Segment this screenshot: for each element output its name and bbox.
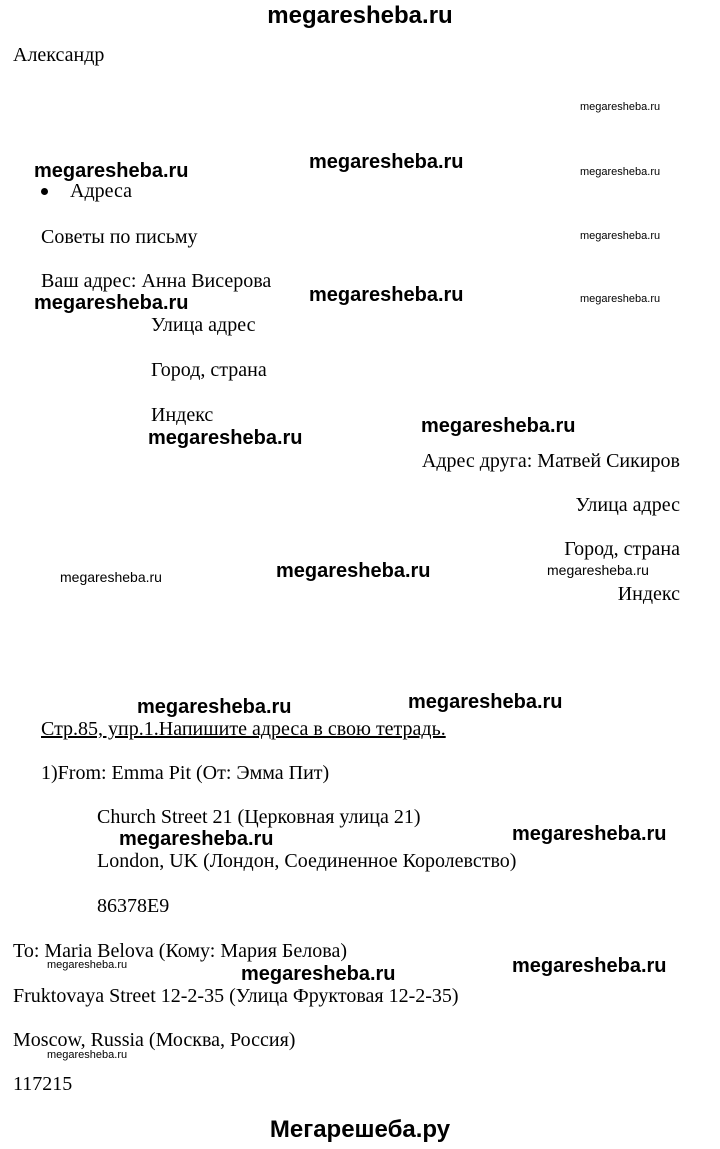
watermark: megaresheba.ru — [512, 955, 667, 977]
from-city: London, UK (Лондон, Соединенное Королевство) — [97, 850, 517, 872]
watermark: megaresheba.ru — [547, 562, 649, 578]
watermark: megaresheba.ru — [47, 1049, 128, 1061]
watermark: megaresheba.ru — [580, 166, 661, 178]
footer-watermark: Мегарешеба.ру — [269, 1116, 451, 1143]
watermark: megaresheba.ru — [512, 823, 667, 845]
author-name: Александр — [13, 44, 105, 66]
header-watermark: megaresheba.ru — [267, 2, 453, 29]
advice-heading: Советы по письму — [41, 226, 198, 248]
bullet-item-label: Адреса — [70, 180, 132, 202]
watermark: megaresheba.ru — [580, 230, 661, 242]
watermark: megaresheba.ru — [34, 292, 189, 314]
watermark: megaresheba.ru — [309, 151, 464, 173]
bullet-icon — [41, 188, 48, 195]
watermark: megaresheba.ru — [148, 427, 303, 449]
from-name: 1)From: Emma Pit (От: Эмма Пит) — [41, 762, 330, 784]
from-street: Church Street 21 (Церковная улица 21) — [97, 806, 421, 828]
watermark: megaresheba.ru — [421, 415, 576, 437]
watermark: megaresheba.ru — [60, 569, 162, 585]
exercise-title: Стр.85, упр.1.Напишите адреса в свою тетрадь. — [41, 718, 446, 740]
friend-address-street: Улица адрес — [575, 494, 680, 516]
watermark: megaresheba.ru — [580, 293, 661, 305]
your-address-city: Город, страна — [151, 359, 267, 381]
watermark: megaresheba.ru — [309, 284, 464, 306]
friend-address-name: Адрес друга: Матвей Сикиров — [421, 450, 680, 472]
your-address-street: Улица адрес — [151, 314, 256, 336]
friend-address-index: Индекс — [617, 583, 680, 605]
watermark: megaresheba.ru — [276, 560, 431, 582]
watermark: megaresheba.ru — [241, 963, 396, 985]
watermark: megaresheba.ru — [137, 696, 292, 718]
your-address-name: Ваш адрес: Анна Висерова — [41, 270, 272, 292]
watermark: megaresheba.ru — [580, 101, 661, 113]
to-city: Moscow, Russia (Москва, Россия) — [13, 1029, 296, 1051]
to-name: To: Maria Belova (Кому: Мария Белова) — [13, 940, 347, 962]
to-index: 117215 — [13, 1073, 73, 1095]
watermark: megaresheba.ru — [47, 959, 128, 971]
watermark: megaresheba.ru — [119, 828, 274, 850]
your-address-index: Индекс — [151, 404, 214, 426]
watermark: megaresheba.ru — [34, 160, 189, 182]
watermark: megaresheba.ru — [408, 691, 563, 713]
friend-address-city: Город, страна — [564, 538, 680, 560]
to-street: Fruktovaya Street 12-2-35 (Улица Фруктовая 12-2-35) — [13, 985, 459, 1007]
from-index: 86378E9 — [97, 895, 170, 917]
